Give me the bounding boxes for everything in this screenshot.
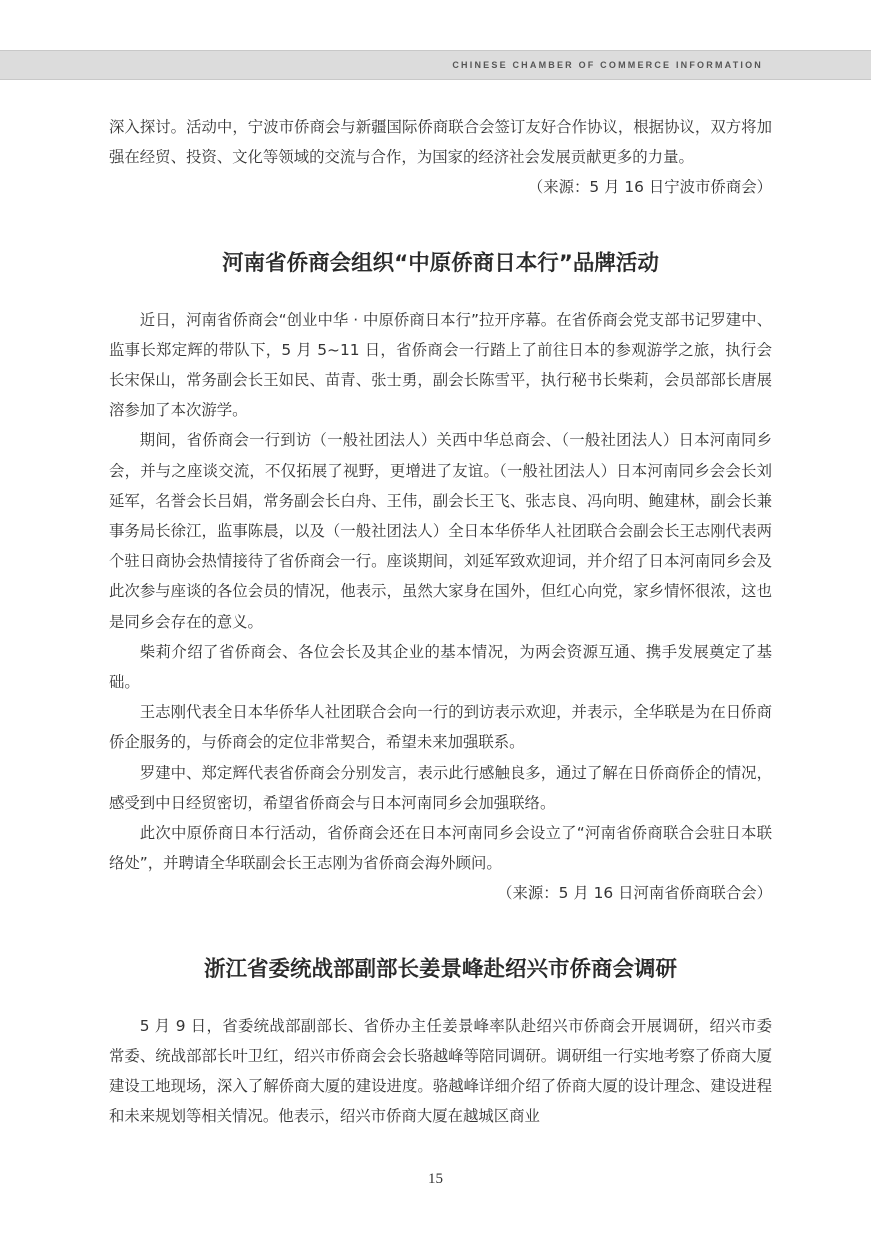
article1-paragraph-4: 王志刚代表全日本华侨华人社团联合会向一行的到访表示欢迎，并表示，全华联是为在日侨商侨企服务的，与侨商会的定位非常契合，希望未来加强联系。 — [109, 703, 772, 752]
article0-source: （来源：5 月 16 日宁波市侨商会） — [527, 178, 772, 197]
article1-paragraph-5: 罗建中、郑定辉代表省侨商会分别发言，表示此行感触良多，通过了解在日侨商侨企的情况，感受到中日经贸密切，希望省侨商会与日本河南同乡会加强联络。 — [109, 763, 772, 812]
article1-paragraph-6: 此次中原侨商日本行活动，省侨商会还在日本河南同乡会设立了“河南省侨商联合会驻日本联络处”，并聘请全华联副会长王志刚为省侨商会海外顾问。 — [109, 824, 772, 873]
running-header-text: CHINESE CHAMBER OF COMMERCE INFORMATION — [452, 60, 763, 70]
page-content — [109, 112, 772, 1131]
article1-paragraph-1: 近日，河南省侨商会“创业中华 · 中原侨商日本行”拉开序幕。在省侨商会党支部书记罗建中、监事长郑定辉的带队下，5 月 5~11 日，省侨商会一行踏上了前往日本的参观游学之旅，执行会长宋保山，常务副会长王如民、苗青、张士勇，副会长陈雪平，执行秘书长柴莉，会员部部长唐展溶参加了本次游学。 — [109, 310, 772, 420]
article2-paragraph-1: 5 月 9 日，省委统战部副部长、省侨办主任姜景峰率队赴绍兴市侨商会开展调研，绍兴市委常委、统战部部长叶卫红，绍兴市侨商会会长骆越峰等陪同调研。调研组一行实地考察了侨商大厦建设工地现场，深入了解侨商大厦的建设进度。骆越峰详细介绍了侨商大厦的设计理念、建设进程和未来规划等相关情况。他表示，绍兴市侨商大厦在越城区商业 — [109, 1016, 772, 1126]
article0-paragraph: 深入探讨。活动中，宁波市侨商会与新疆国际侨商联合会签订友好合作协议，根据协议，双方将加强在经贸、投资、文化等领域的交流与合作，为国家的经济社会发展贡献更多的力量。 — [109, 118, 772, 167]
article1-paragraph-2: 期间，省侨商会一行到访（一般社团法人）关西中华总商会、（一般社团法人）日本河南同乡会，并与之座谈交流，不仅拓展了视野，更增进了友谊。（一般社团法人）日本河南同乡会会长刘延军，名誉会长吕娟，常务副会长白舟、王伟，副会长王飞、张志良、冯向明、鲍建林，副会长兼事务局长徐江，监事陈晨，以及（一般社团法人）全日本华侨华人社团联合会副会长王志刚代表两个驻日商协会热情接待了省侨商会一行。座谈期间，刘延军致欢迎词，并介绍了日本河南同乡会及此次参与座谈的各位会员的情况，他表示，虽然大家身在国外，但红心向党，家乡情怀很浓，这也是同乡会存在的意义。 — [109, 431, 772, 631]
article1-source: （来源：5 月 16 日河南省侨商联合会） — [497, 884, 772, 903]
article1-title: 河南省侨商会组织“中原侨商日本行”品牌活动 — [222, 250, 659, 276]
page-number: 15 — [428, 1171, 443, 1187]
article1-paragraph-3: 柴莉介绍了省侨商会、各位会长及其企业的基本情况，为两会资源互通、携手发展奠定了基础。 — [109, 642, 772, 692]
article2-title: 浙江省委统战部副部长姜景峰赴绍兴市侨商会调研 — [203, 956, 677, 982]
running-header-bar — [0, 50, 871, 80]
